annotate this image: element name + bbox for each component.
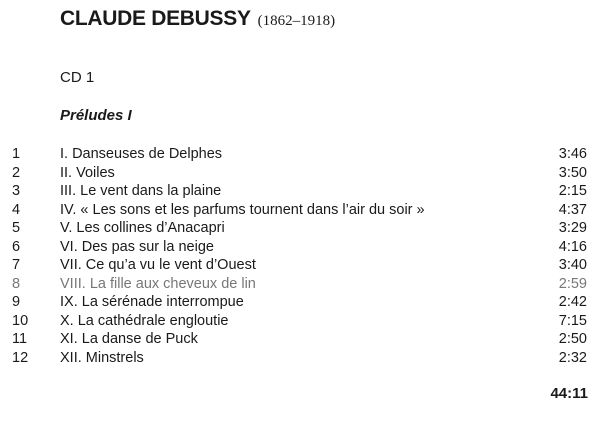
track-row — [0, 201, 600, 220]
track-row — [0, 182, 600, 201]
track-title: XII. Minstrels — [60, 349, 144, 366]
track-number: 10 — [12, 312, 29, 329]
disc-label: CD 1 — [60, 69, 95, 86]
track-number: 9 — [12, 294, 21, 310]
composer-name: CLAUDE DEBUSSY — [60, 7, 251, 30]
track-row — [0, 145, 600, 164]
track-number: 4 — [12, 201, 21, 218]
track-duration: 2:42 — [558, 294, 587, 310]
page-title — [60, 7, 335, 31]
track-title: X. La cathédrale engloutie — [60, 312, 229, 329]
track-number: 11 — [12, 331, 28, 347]
track-duration: 2:32 — [558, 349, 587, 366]
track-title: III. Le vent dans la plaine — [60, 183, 222, 199]
track-number: 8 — [12, 275, 21, 292]
track-list — [0, 145, 600, 367]
track-number: 12 — [12, 349, 29, 366]
track-row — [0, 312, 600, 331]
total-duration: 44:11 — [550, 385, 588, 402]
track-row — [0, 256, 600, 275]
track-number: 5 — [12, 220, 21, 236]
track-title: II. Voiles — [60, 164, 115, 181]
track-duration: 3:40 — [558, 257, 587, 273]
track-number: 3 — [12, 183, 21, 199]
composer-dates: (1862–1918) — [257, 13, 336, 29]
track-title: I. Danseuses de Delphes — [60, 146, 223, 162]
track-duration: 2:15 — [558, 183, 587, 199]
track-title: IX. La sérénade interrompue — [60, 294, 244, 310]
track-number: 1 — [12, 146, 21, 162]
track-title: VI. Des pas sur la neige — [60, 238, 214, 255]
track-number: 7 — [12, 257, 21, 273]
track-title: IV. « Les sons et les parfums tournent dans l’air du soir » — [60, 201, 425, 218]
track-number: 2 — [12, 164, 21, 181]
track-row — [0, 349, 600, 368]
work-title: Préludes I — [60, 107, 132, 124]
track-duration: 3:50 — [558, 164, 587, 181]
track-row — [0, 330, 600, 349]
track-title: VII. Ce qu’a vu le vent d’Ouest — [60, 257, 256, 273]
track-title: XI. La danse de Puck — [60, 331, 198, 347]
track-title: VIII. La fille aux cheveux de lin — [60, 275, 256, 292]
track-row — [0, 219, 600, 238]
track-duration: 7:15 — [558, 312, 587, 329]
track-duration: 4:37 — [558, 201, 587, 218]
track-duration: 4:16 — [558, 238, 587, 255]
track-row — [0, 238, 600, 257]
track-row — [0, 275, 600, 294]
track-duration: 2:59 — [558, 275, 587, 292]
track-number: 6 — [12, 238, 21, 255]
track-row — [0, 164, 600, 183]
track-duration: 3:46 — [558, 146, 587, 162]
track-title: V. Les collines d’Anacapri — [60, 220, 225, 236]
track-duration: 2:50 — [558, 331, 587, 347]
track-duration: 3:29 — [558, 220, 587, 236]
track-row — [0, 293, 600, 312]
